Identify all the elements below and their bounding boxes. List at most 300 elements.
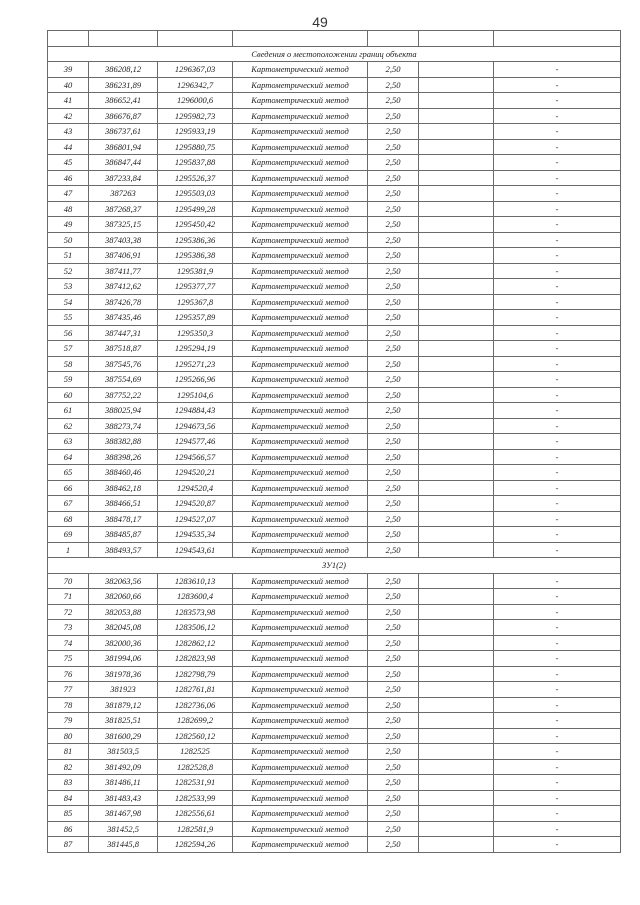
point-number-cell: 56	[48, 325, 89, 341]
precision-cell: 2,50	[368, 527, 419, 543]
point-number-cell: 83	[48, 775, 89, 791]
table-row	[48, 356, 621, 372]
description-cell: -	[494, 217, 621, 233]
x-coordinate-cell: 387403,38	[89, 232, 158, 248]
precision-cell: 2,50	[368, 310, 419, 326]
description-cell: -	[494, 651, 621, 667]
x-coordinate-cell: 388398,26	[89, 449, 158, 465]
point-number-cell: 85	[48, 806, 89, 822]
precision-cell: 2,50	[368, 217, 419, 233]
table-title: Сведения о местоположении границ объекта	[48, 46, 621, 62]
extra-cell	[419, 589, 494, 605]
extra-cell	[419, 77, 494, 93]
description-cell: -	[494, 697, 621, 713]
point-number-cell: 66	[48, 480, 89, 496]
precision-cell: 2,50	[368, 728, 419, 744]
x-coordinate-cell: 388382,88	[89, 434, 158, 450]
precision-cell: 2,50	[368, 651, 419, 667]
x-coordinate-cell: 388273,74	[89, 418, 158, 434]
method-cell: Картометрический метод	[233, 77, 368, 93]
point-number-cell: 55	[48, 310, 89, 326]
precision-cell: 2,50	[368, 589, 419, 605]
table-row	[48, 480, 621, 496]
point-number-cell: 59	[48, 372, 89, 388]
extra-cell	[419, 434, 494, 450]
y-coordinate-cell: 1282699,2	[158, 713, 233, 729]
method-cell: Картометрический метод	[233, 775, 368, 791]
description-cell: -	[494, 434, 621, 450]
section-label: ЗУ1(2)	[48, 558, 621, 574]
table-row	[48, 496, 621, 512]
extra-cell	[419, 387, 494, 403]
y-coordinate-cell: 1296000,6	[158, 93, 233, 109]
y-coordinate-cell: 1282736,06	[158, 697, 233, 713]
method-cell: Картометрический метод	[233, 713, 368, 729]
point-number-cell: 86	[48, 821, 89, 837]
extra-cell	[419, 217, 494, 233]
table-row	[48, 542, 621, 558]
precision-cell: 2,50	[368, 186, 419, 202]
y-coordinate-cell: 1295880,75	[158, 139, 233, 155]
table-row	[48, 651, 621, 667]
point-number-cell: 84	[48, 790, 89, 806]
description-cell: -	[494, 387, 621, 403]
table-row	[48, 728, 621, 744]
y-coordinate-cell: 1295350,3	[158, 325, 233, 341]
precision-cell: 2,50	[368, 62, 419, 78]
extra-cell	[419, 248, 494, 264]
method-cell: Картометрический метод	[233, 480, 368, 496]
precision-cell: 2,50	[368, 620, 419, 636]
point-number-cell: 73	[48, 620, 89, 636]
point-number-cell: 80	[48, 728, 89, 744]
method-cell: Картометрический метод	[233, 821, 368, 837]
table-row	[48, 201, 621, 217]
method-cell: Картометрический метод	[233, 449, 368, 465]
boundary-table-body	[48, 31, 621, 853]
table-row	[48, 341, 621, 357]
x-coordinate-cell: 381483,43	[89, 790, 158, 806]
table-row	[48, 449, 621, 465]
precision-cell: 2,50	[368, 356, 419, 372]
table-row	[48, 697, 621, 713]
description-cell: -	[494, 93, 621, 109]
description-cell: -	[494, 728, 621, 744]
description-cell: -	[494, 449, 621, 465]
y-coordinate-cell: 1295450,42	[158, 217, 233, 233]
extra-cell	[419, 744, 494, 760]
extra-cell	[419, 511, 494, 527]
point-number-cell: 77	[48, 682, 89, 698]
method-cell: Картометрический метод	[233, 279, 368, 295]
description-cell: -	[494, 310, 621, 326]
precision-cell: 2,50	[368, 155, 419, 171]
x-coordinate-cell: 387233,84	[89, 170, 158, 186]
section-header-row	[48, 558, 621, 574]
method-cell: Картометрический метод	[233, 325, 368, 341]
table-row	[48, 527, 621, 543]
table-top-blank-row	[48, 31, 621, 47]
point-number-cell: 62	[48, 418, 89, 434]
x-coordinate-cell: 382045,08	[89, 620, 158, 636]
extra-cell	[419, 186, 494, 202]
precision-cell: 2,50	[368, 108, 419, 124]
method-cell: Картометрический метод	[233, 62, 368, 78]
extra-cell	[419, 418, 494, 434]
y-coordinate-cell: 1282525	[158, 744, 233, 760]
method-cell: Картометрический метод	[233, 434, 368, 450]
point-number-cell: 61	[48, 403, 89, 419]
table-row	[48, 682, 621, 698]
method-cell: Картометрический метод	[233, 186, 368, 202]
table-row	[48, 263, 621, 279]
description-cell: -	[494, 124, 621, 140]
point-number-cell: 40	[48, 77, 89, 93]
x-coordinate-cell: 388460,46	[89, 465, 158, 481]
precision-cell: 2,50	[368, 434, 419, 450]
method-cell: Картометрический метод	[233, 155, 368, 171]
x-coordinate-cell: 387406,91	[89, 248, 158, 264]
extra-cell	[419, 62, 494, 78]
extra-cell	[419, 372, 494, 388]
point-number-cell: 50	[48, 232, 89, 248]
description-cell: -	[494, 790, 621, 806]
y-coordinate-cell: 1282761,81	[158, 682, 233, 698]
method-cell: Картометрический метод	[233, 604, 368, 620]
extra-cell	[419, 635, 494, 651]
method-cell: Картометрический метод	[233, 310, 368, 326]
table-row	[48, 372, 621, 388]
y-coordinate-cell: 1294543,61	[158, 542, 233, 558]
blank-cell	[494, 31, 621, 47]
y-coordinate-cell: 1283573,98	[158, 604, 233, 620]
precision-cell: 2,50	[368, 279, 419, 295]
y-coordinate-cell: 1295104,6	[158, 387, 233, 403]
x-coordinate-cell: 381923	[89, 682, 158, 698]
method-cell: Картометрический метод	[233, 573, 368, 589]
method-cell: Картометрический метод	[233, 387, 368, 403]
point-number-cell: 74	[48, 635, 89, 651]
precision-cell: 2,50	[368, 480, 419, 496]
method-cell: Картометрический метод	[233, 542, 368, 558]
extra-cell	[419, 821, 494, 837]
y-coordinate-cell: 1282533,99	[158, 790, 233, 806]
method-cell: Картометрический метод	[233, 124, 368, 140]
extra-cell	[419, 170, 494, 186]
y-coordinate-cell: 1282556,61	[158, 806, 233, 822]
point-number-cell: 41	[48, 93, 89, 109]
x-coordinate-cell: 388493,57	[89, 542, 158, 558]
description-cell: -	[494, 496, 621, 512]
table-row	[48, 635, 621, 651]
point-number-cell: 70	[48, 573, 89, 589]
description-cell: -	[494, 682, 621, 698]
extra-cell	[419, 449, 494, 465]
precision-cell: 2,50	[368, 201, 419, 217]
table-row	[48, 294, 621, 310]
y-coordinate-cell: 1294884,43	[158, 403, 233, 419]
x-coordinate-cell: 386737,61	[89, 124, 158, 140]
extra-cell	[419, 790, 494, 806]
y-coordinate-cell: 1295294,19	[158, 341, 233, 357]
y-coordinate-cell: 1296367,03	[158, 62, 233, 78]
y-coordinate-cell: 1295837,88	[158, 155, 233, 171]
point-number-cell: 52	[48, 263, 89, 279]
extra-cell	[419, 232, 494, 248]
description-cell: -	[494, 527, 621, 543]
method-cell: Картометрический метод	[233, 511, 368, 527]
extra-cell	[419, 620, 494, 636]
x-coordinate-cell: 386847,44	[89, 155, 158, 171]
y-coordinate-cell: 1295381,9	[158, 263, 233, 279]
method-cell: Картометрический метод	[233, 806, 368, 822]
precision-cell: 2,50	[368, 93, 419, 109]
description-cell: -	[494, 201, 621, 217]
point-number-cell: 43	[48, 124, 89, 140]
point-number-cell: 47	[48, 186, 89, 202]
precision-cell: 2,50	[368, 124, 419, 140]
table-row	[48, 666, 621, 682]
x-coordinate-cell: 387518,87	[89, 341, 158, 357]
y-coordinate-cell: 1294673,56	[158, 418, 233, 434]
description-cell: -	[494, 759, 621, 775]
x-coordinate-cell: 382053,88	[89, 604, 158, 620]
description-cell: -	[494, 263, 621, 279]
x-coordinate-cell: 381879,12	[89, 697, 158, 713]
extra-cell	[419, 93, 494, 109]
precision-cell: 2,50	[368, 77, 419, 93]
table-row	[48, 434, 621, 450]
precision-cell: 2,50	[368, 511, 419, 527]
extra-cell	[419, 806, 494, 822]
point-number-cell: 65	[48, 465, 89, 481]
y-coordinate-cell: 1295499,28	[158, 201, 233, 217]
extra-cell	[419, 155, 494, 171]
extra-cell	[419, 124, 494, 140]
extra-cell	[419, 480, 494, 496]
precision-cell: 2,50	[368, 465, 419, 481]
extra-cell	[419, 542, 494, 558]
description-cell: -	[494, 620, 621, 636]
precision-cell: 2,50	[368, 387, 419, 403]
description-cell: -	[494, 155, 621, 171]
description-cell: -	[494, 356, 621, 372]
y-coordinate-cell: 1283610,13	[158, 573, 233, 589]
extra-cell	[419, 527, 494, 543]
point-number-cell: 81	[48, 744, 89, 760]
precision-cell: 2,50	[368, 573, 419, 589]
method-cell: Картометрический метод	[233, 620, 368, 636]
table-row	[48, 837, 621, 853]
y-coordinate-cell: 1295386,38	[158, 248, 233, 264]
extra-cell	[419, 325, 494, 341]
x-coordinate-cell: 387412,62	[89, 279, 158, 295]
y-coordinate-cell: 1295266,96	[158, 372, 233, 388]
extra-cell	[419, 294, 494, 310]
method-cell: Картометрический метод	[233, 372, 368, 388]
extra-cell	[419, 139, 494, 155]
method-cell: Картометрический метод	[233, 697, 368, 713]
table-row	[48, 465, 621, 481]
y-coordinate-cell: 1295367,8	[158, 294, 233, 310]
y-coordinate-cell: 1294566,57	[158, 449, 233, 465]
extra-cell	[419, 759, 494, 775]
x-coordinate-cell: 387263	[89, 186, 158, 202]
y-coordinate-cell: 1295933,19	[158, 124, 233, 140]
method-cell: Картометрический метод	[233, 93, 368, 109]
point-number-cell: 60	[48, 387, 89, 403]
table-row	[48, 790, 621, 806]
description-cell: -	[494, 62, 621, 78]
point-number-cell: 42	[48, 108, 89, 124]
method-cell: Картометрический метод	[233, 201, 368, 217]
table-row	[48, 124, 621, 140]
x-coordinate-cell: 381994,06	[89, 651, 158, 667]
point-number-cell: 57	[48, 341, 89, 357]
table-row	[48, 108, 621, 124]
description-cell: -	[494, 511, 621, 527]
description-cell: -	[494, 232, 621, 248]
y-coordinate-cell: 1282528,8	[158, 759, 233, 775]
table-row	[48, 248, 621, 264]
precision-cell: 2,50	[368, 418, 419, 434]
x-coordinate-cell: 387268,37	[89, 201, 158, 217]
x-coordinate-cell: 386801,94	[89, 139, 158, 155]
x-coordinate-cell: 388025,94	[89, 403, 158, 419]
extra-cell	[419, 201, 494, 217]
table-row	[48, 403, 621, 419]
description-cell: -	[494, 744, 621, 760]
x-coordinate-cell: 381600,29	[89, 728, 158, 744]
table-row	[48, 170, 621, 186]
point-number-cell: 87	[48, 837, 89, 853]
method-cell: Картометрический метод	[233, 139, 368, 155]
method-cell: Картометрический метод	[233, 635, 368, 651]
table-row	[48, 589, 621, 605]
precision-cell: 2,50	[368, 604, 419, 620]
x-coordinate-cell: 381486,11	[89, 775, 158, 791]
x-coordinate-cell: 388466,51	[89, 496, 158, 512]
y-coordinate-cell: 1294527,07	[158, 511, 233, 527]
description-cell: -	[494, 837, 621, 853]
point-number-cell: 75	[48, 651, 89, 667]
precision-cell: 2,50	[368, 341, 419, 357]
method-cell: Картометрический метод	[233, 356, 368, 372]
x-coordinate-cell: 381825,51	[89, 713, 158, 729]
y-coordinate-cell: 1283600,4	[158, 589, 233, 605]
x-coordinate-cell: 381978,36	[89, 666, 158, 682]
point-number-cell: 44	[48, 139, 89, 155]
precision-cell: 2,50	[368, 821, 419, 837]
table-row	[48, 604, 621, 620]
table-row	[48, 821, 621, 837]
precision-cell: 2,50	[368, 806, 419, 822]
extra-cell	[419, 713, 494, 729]
extra-cell	[419, 310, 494, 326]
y-coordinate-cell: 1295386,36	[158, 232, 233, 248]
extra-cell	[419, 651, 494, 667]
precision-cell: 2,50	[368, 790, 419, 806]
precision-cell: 2,50	[368, 372, 419, 388]
y-coordinate-cell: 1294520,4	[158, 480, 233, 496]
x-coordinate-cell: 381492,09	[89, 759, 158, 775]
method-cell: Картометрический метод	[233, 728, 368, 744]
precision-cell: 2,50	[368, 682, 419, 698]
description-cell: -	[494, 635, 621, 651]
table-row	[48, 155, 621, 171]
x-coordinate-cell: 387545,76	[89, 356, 158, 372]
table-row	[48, 387, 621, 403]
description-cell: -	[494, 170, 621, 186]
y-coordinate-cell: 1295377,77	[158, 279, 233, 295]
x-coordinate-cell: 388478,17	[89, 511, 158, 527]
extra-cell	[419, 341, 494, 357]
x-coordinate-cell: 382063,56	[89, 573, 158, 589]
method-cell: Картометрический метод	[233, 837, 368, 853]
x-coordinate-cell: 387752,22	[89, 387, 158, 403]
description-cell: -	[494, 666, 621, 682]
method-cell: Картометрический метод	[233, 759, 368, 775]
description-cell: -	[494, 713, 621, 729]
method-cell: Картометрический метод	[233, 744, 368, 760]
extra-cell	[419, 465, 494, 481]
description-cell: -	[494, 542, 621, 558]
x-coordinate-cell: 382000,36	[89, 635, 158, 651]
method-cell: Картометрический метод	[233, 496, 368, 512]
x-coordinate-cell: 381452,5	[89, 821, 158, 837]
extra-cell	[419, 837, 494, 853]
precision-cell: 2,50	[368, 542, 419, 558]
point-number-cell: 53	[48, 279, 89, 295]
x-coordinate-cell: 387426,78	[89, 294, 158, 310]
table-row	[48, 573, 621, 589]
method-cell: Картометрический метод	[233, 418, 368, 434]
point-number-cell: 78	[48, 697, 89, 713]
description-cell: -	[494, 108, 621, 124]
x-coordinate-cell: 386652,41	[89, 93, 158, 109]
table-row	[48, 418, 621, 434]
y-coordinate-cell: 1294577,46	[158, 434, 233, 450]
description-cell: -	[494, 604, 621, 620]
x-coordinate-cell: 381467,98	[89, 806, 158, 822]
table-row	[48, 511, 621, 527]
description-cell: -	[494, 589, 621, 605]
table-row	[48, 310, 621, 326]
point-number-cell: 49	[48, 217, 89, 233]
precision-cell: 2,50	[368, 403, 419, 419]
precision-cell: 2,50	[368, 635, 419, 651]
precision-cell: 2,50	[368, 666, 419, 682]
description-cell: -	[494, 806, 621, 822]
point-number-cell: 71	[48, 589, 89, 605]
point-number-cell: 64	[48, 449, 89, 465]
y-coordinate-cell: 1282798,79	[158, 666, 233, 682]
x-coordinate-cell: 387554,69	[89, 372, 158, 388]
method-cell: Картометрический метод	[233, 589, 368, 605]
method-cell: Картометрический метод	[233, 108, 368, 124]
extra-cell	[419, 697, 494, 713]
blank-cell	[368, 31, 419, 47]
y-coordinate-cell: 1295357,89	[158, 310, 233, 326]
y-coordinate-cell: 1282581,9	[158, 821, 233, 837]
method-cell: Картометрический метод	[233, 527, 368, 543]
point-number-cell: 1	[48, 542, 89, 558]
extra-cell	[419, 604, 494, 620]
point-number-cell: 67	[48, 496, 89, 512]
precision-cell: 2,50	[368, 837, 419, 853]
description-cell: -	[494, 372, 621, 388]
y-coordinate-cell: 1282862,12	[158, 635, 233, 651]
